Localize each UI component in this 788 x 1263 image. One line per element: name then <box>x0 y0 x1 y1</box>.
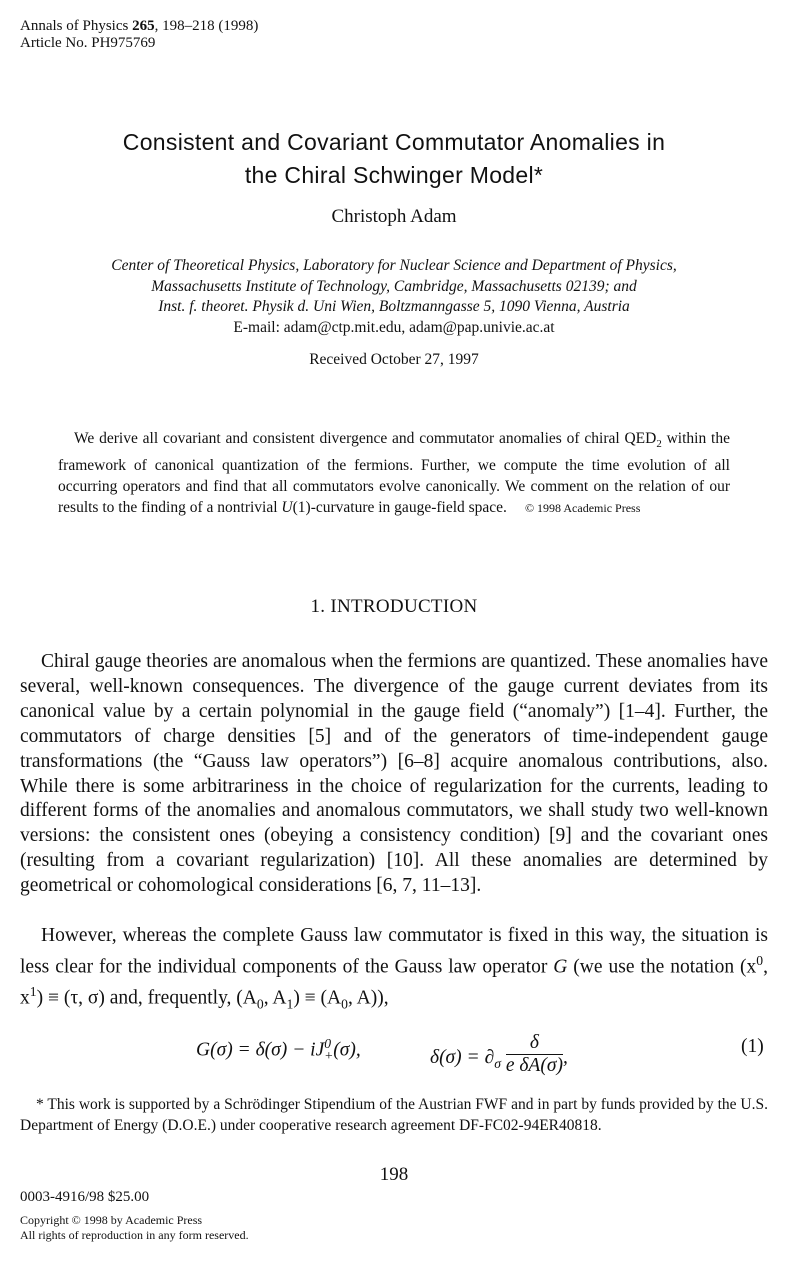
paper-title <box>0 126 788 192</box>
body-paragraph-2: However, whereas the complete Gauss law commutator is fixed in this way, the situation is less clear for the individual components of the Gauss law operator G (we use the notation ($x^0$, $x^1) \equiv (\tau$, σ) and, frequently, ($A_0$, $A_1) \equiv (A_0$, A)), <box>20 925 768 1012</box>
abstract: We derive all covariant and consistent divergence and commutator anomalies of chiral $QED_2$ within the framework of canonical quantization of the fermions. Further, we compute the time evolution of all occurring operators and find that all commutators evolve canonically. We comment on the relation of our results to the finding of a nontrivial U(1)-curvature in gauge-field space. © 1998 Academic Press <box>58 430 730 517</box>
received-date: Received October 27, 1997 <box>309 351 479 368</box>
page-number: 198 <box>379 1164 409 1185</box>
issn-price: 0003-4916/98 $25.00 <box>20 1189 150 1205</box>
equation-1 <box>0 1030 788 1074</box>
journal-citation: Annals of Physics 265, 198–218 (1998) <box>20 18 259 34</box>
affiliation-line-3: Inst. f. theoret. Physik d. Uni Wien, Boltzmanngasse 5, 1090 Vienna, Austria <box>158 298 630 315</box>
author-email: E-mail: adam@ctp.mit.edu, adam@pap.univie.ac.at <box>233 318 555 336</box>
footnote: * This work is supported by a Schrödinger Stipendium of the Austrian FWF and in part by funds provided by the U.S. Department of Energy (D.O.E.) under cooperative research agreement DF-FC02-94ER40818. <box>20 1096 768 1134</box>
equation-number: (1) <box>741 1036 764 1057</box>
author-name: Christoph Adam <box>331 206 457 227</box>
abstract-copyright: © 1998 Academic Press <box>524 501 641 516</box>
copyright-line: Copyright © 1998 by Academic Press <box>20 1213 203 1227</box>
body-paragraph-1: Chiral gauge theories are anomalous when the fermions are quantized. These anomalies have several, well-known consequences. The divergence of the gauge current deviates from its canonical value by a certain polynomial in the gauge field (“anomaly”) [1–4]. Further, the commutators of charge densities [5] and of the generators of time-independent gauge transformations (the “Gauss law operators”) [6–8] acquire anomalous contributions, also. While there is some arbitrariness in the choice of regularization for the currents, leading to different forms of the anomalies and anomalous commutators, we shall study two well-known versions: the consistent ones (obeying a consistency condition) [9] and the covariant ones (resulting from a covariant regularization) [10]. All these anomalies are determined by geometrical or cohomological considerations [6, 7, 11–13]. <box>20 651 768 897</box>
copyright-notice <box>20 1213 249 1243</box>
journal-header <box>20 18 258 52</box>
article-number: Article No. PH975769 <box>20 35 156 51</box>
title-line-2: the Chiral Schwinger Model* <box>244 162 544 188</box>
volume-number: 265 <box>132 18 155 34</box>
rights-line: All rights of reproduction in any form reserved. <box>20 1228 249 1242</box>
affiliation <box>0 256 788 338</box>
equation-fraction: $\frac{\delta}{\text{e δA(σ)}}$ <box>505 1032 563 1076</box>
equation-delta-definition: $\delta(\sigma) = \partial_\sigma$ $\frac{\delta}{\text{e δA(σ)}}$ , <box>430 1032 568 1076</box>
affiliation-line-2: Massachusetts Institute of Technology, Cambridge, Massachusetts 02139; and <box>151 277 637 295</box>
section-heading: 1. INTRODUCTION <box>310 596 478 617</box>
affiliation-line-1: Center of Theoretical Physics, Laboratory for Nuclear Science and Department of Physics, <box>111 257 677 274</box>
equation-gauss-operator: $G(\sigma) = \delta(\sigma) - iJ^0_+(\sigma)$, <box>196 1036 361 1064</box>
title-line-1: Consistent and Covariant Commutator Anomalies in <box>122 129 666 155</box>
